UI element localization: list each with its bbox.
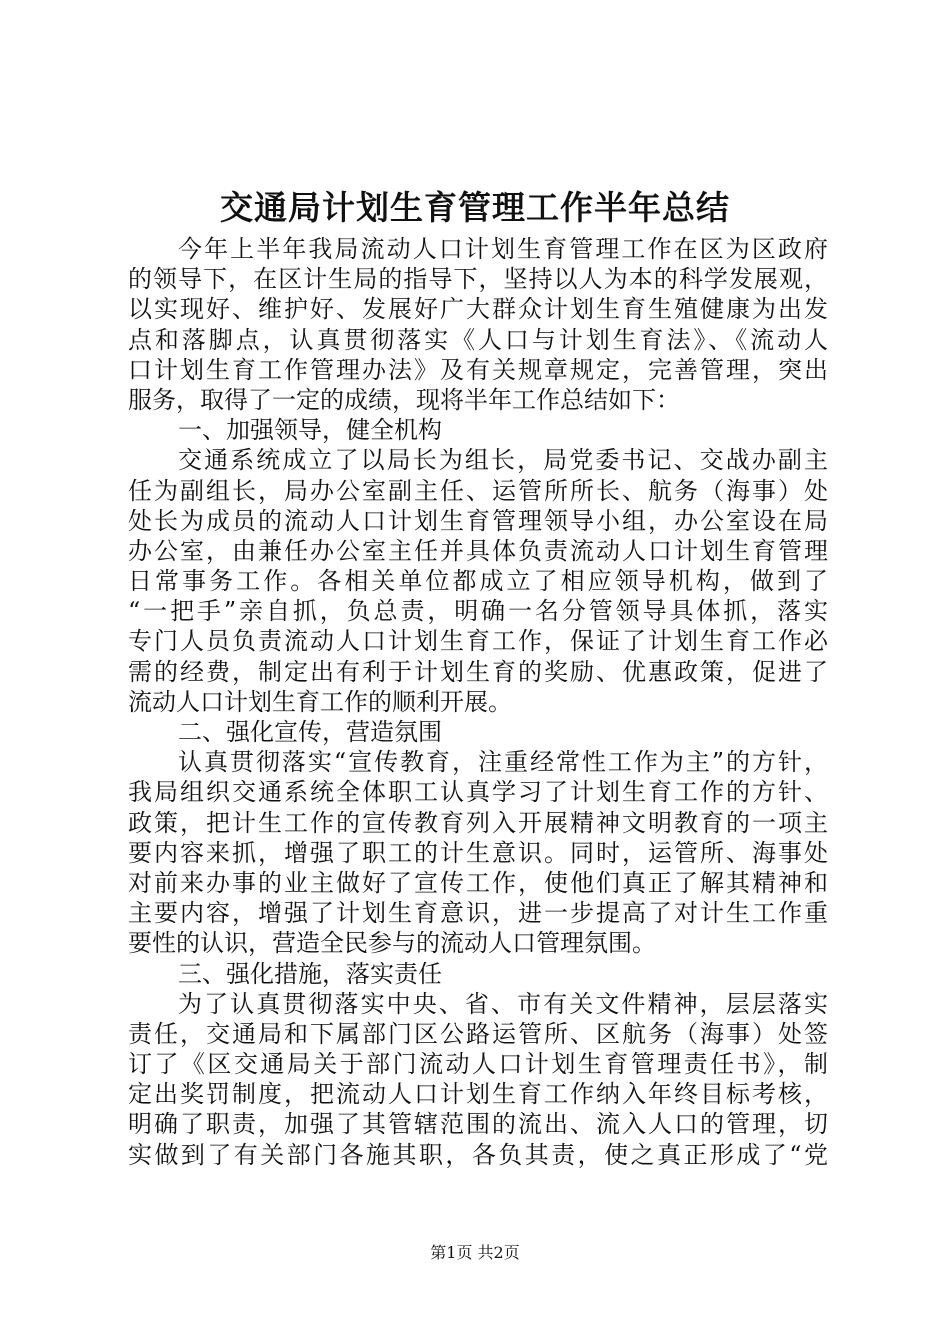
body-line: 以实现好、维护好、发展好广大群众计划生育生殖健康为出发 xyxy=(128,295,828,324)
body-line: 要性的认识，营造全民参与的流动人口管理氛围。 xyxy=(128,929,656,958)
body-line: 服务，取得了一定的成绩，现将半年工作总结如下： xyxy=(128,385,680,414)
body-line: 处长为成员的流动人口计划生育管理领导小组，办公室设在局 xyxy=(128,506,828,535)
section-heading: 一、加强领导，健全机构 xyxy=(178,416,442,445)
body-line: 实做到了有关部门各施其职，各负其责，使之真正形成了“党 xyxy=(128,1140,828,1169)
body-line: 需的经费，制定出有利于计划生育的奖励、优惠政策，促进了 xyxy=(128,657,828,686)
section-heading: 二、强化宣传，营造氛围 xyxy=(178,718,442,746)
body-line: 办公室，由兼任办公室主任并具体负责流动人口计划生育管理 xyxy=(128,536,828,565)
page-footer: 第1页 共2页 xyxy=(430,1243,520,1262)
body-line: 口计划生育工作管理办法》及有关规章规定，完善管理，突出 xyxy=(128,355,828,384)
body-line: 交通系统成立了以局长为组长，局党委书记、交战办副主 xyxy=(178,446,828,475)
body-line: 订了《区交通局关于部门流动人口计划生育管理责任书》，制 xyxy=(128,1050,828,1079)
body-line: 的领导下，在区计生局的指导下，坚持以人为本的科学发展观， xyxy=(128,265,828,294)
body-line: 认真贯彻落实“宣传教育，注重经常性工作为主”的方针， xyxy=(178,748,828,777)
body-line: “一把手”亲自抓，负总责，明确一名分管领导具体抓，落实 xyxy=(128,597,828,626)
body-line: 主要内容，增强了计划生育意识，进一步提高了对计生工作重 xyxy=(128,899,828,928)
body-line: 为了认真贯彻落实中央、省、市有关文件精神，层层落实 xyxy=(178,989,828,1018)
section-heading: 三、强化措施，落实责任 xyxy=(178,959,442,988)
body-line: 日常事务工作。各相关单位都成立了相应领导机构，做到了 xyxy=(128,567,828,596)
body-line: 流动人口计划生育工作的顺利开展。 xyxy=(128,687,512,716)
body-line: 专门人员负责流动人口计划生育工作，保证了计划生育工作必 xyxy=(128,627,828,656)
document-title: 交通局计划生育管理工作半年总结 xyxy=(220,188,730,227)
body-line: 要内容来抓，增强了职工的计生意识。同时，运管所、海事处 xyxy=(128,838,828,867)
body-line: 责任，交通局和下属部门区公路运管所、区航务（海事）处签 xyxy=(128,1019,828,1048)
body-line: 明确了职责，加强了其管辖范围的流出、流入人口的管理，切 xyxy=(128,1110,828,1139)
body-line: 任为副组长，局办公室副主任、运管所所长、航务（海事）处 xyxy=(128,476,828,505)
body-line: 对前来办事的业主做好了宣传工作，使他们真正了解其精神和 xyxy=(128,868,828,897)
body-line: 政策，把计生工作的宣传教育列入开展精神文明教育的一项主 xyxy=(128,808,828,837)
body-line: 点和落脚点，认真贯彻落实《人口与计划生育法》、《流动人 xyxy=(128,325,828,354)
body-line: 定出奖罚制度，把流动人口计划生育工作纳入年终目标考核， xyxy=(128,1080,828,1109)
document-body xyxy=(128,234,828,1170)
body-line: 我局组织交通系统全体职工认真学习了计划生育工作的方针、 xyxy=(128,778,828,807)
body-line: 今年上半年我局流动人口计划生育管理工作在区为区政府 xyxy=(178,235,828,263)
